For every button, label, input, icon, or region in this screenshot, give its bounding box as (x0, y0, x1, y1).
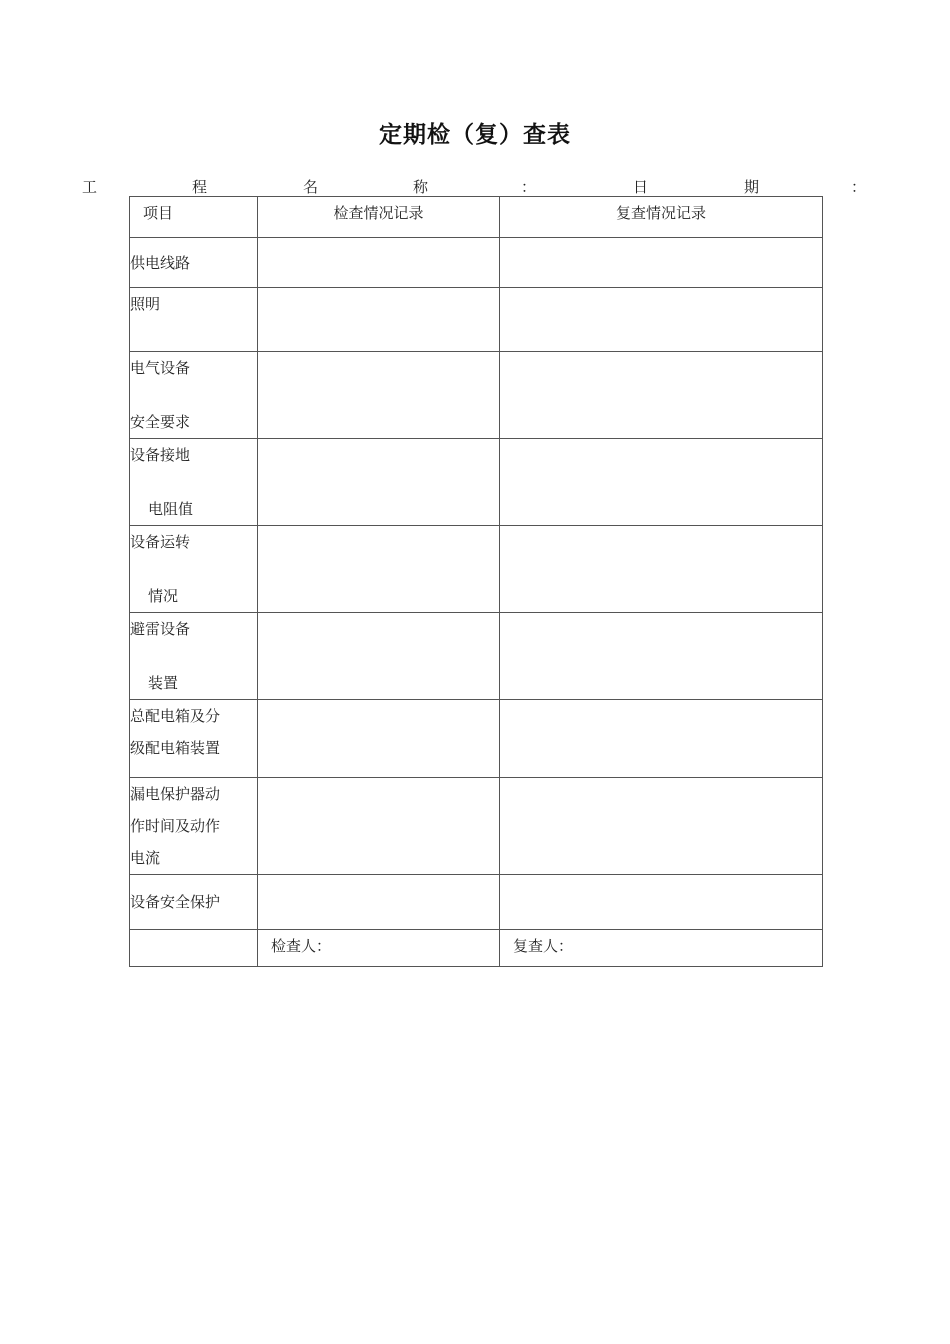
check-record-cell[interactable] (258, 352, 500, 439)
row-label (130, 778, 258, 875)
check-record-cell[interactable] (258, 778, 500, 875)
check-record-cell[interactable] (258, 439, 500, 526)
row-label-line-2: 电阻值 (148, 500, 194, 518)
page-title: 定期检（复）查表 (379, 122, 571, 148)
checker-signature[interactable]: 检查人： (258, 930, 500, 967)
project-info-line (0, 176, 950, 198)
row-label (130, 875, 258, 930)
row-label-line-2: 作时间及动作 (130, 817, 221, 835)
inspection-table (129, 196, 823, 967)
row-label (130, 288, 258, 352)
check-record-cell[interactable] (258, 526, 500, 613)
row-label-line: 避雷设备 (130, 620, 191, 638)
table-row (130, 526, 823, 613)
project-label-char-3: 名 (303, 178, 319, 196)
row-label (130, 352, 258, 439)
table-row (130, 238, 823, 288)
project-label-colon: ： (521, 178, 537, 196)
check-record-cell[interactable] (258, 613, 500, 700)
table-header-row (130, 197, 823, 238)
recheck-record-cell[interactable] (500, 238, 823, 288)
header-check-record: 检查情况记录 (258, 197, 500, 238)
project-label-char-4: 称 (413, 178, 429, 196)
row-label-line: 供电线路 (130, 253, 191, 272)
date-label-char-2: 期 (744, 178, 760, 196)
header-item: 项目 (130, 197, 258, 238)
table-row (130, 288, 823, 352)
recheck-record-cell[interactable] (500, 288, 823, 352)
table-row (130, 439, 823, 526)
row-label-line-2: 装置 (148, 674, 179, 692)
row-label-line-2: 安全要求 (130, 413, 191, 431)
row-label-line: 总配电箱及分 (130, 707, 221, 725)
signature-row (130, 930, 823, 967)
row-label-line: 照明 (130, 295, 161, 313)
row-label-line-2: 情况 (148, 587, 179, 605)
check-record-cell[interactable] (258, 875, 500, 930)
row-label-line: 设备接地 (130, 446, 191, 464)
recheck-record-cell[interactable] (500, 700, 823, 778)
row-label-line: 电气设备 (130, 359, 191, 377)
check-record-cell[interactable] (258, 288, 500, 352)
recheck-record-cell[interactable] (500, 875, 823, 930)
row-label-line-2: 级配电箱装置 (130, 739, 221, 757)
row-label-line: 设备运转 (130, 533, 191, 551)
date-label-colon: ： (851, 178, 867, 196)
signature-empty-cell (130, 930, 258, 967)
table-row (130, 700, 823, 778)
row-label-line-3: 电流 (130, 849, 161, 867)
recheck-record-cell[interactable] (500, 352, 823, 439)
project-label-char-2: 程 (192, 178, 208, 196)
row-label (130, 700, 258, 778)
row-label (130, 439, 258, 526)
date-label-char-1: 日 (633, 178, 649, 196)
table-row (130, 778, 823, 875)
row-label-line: 漏电保护器动 (130, 785, 221, 803)
header-recheck-record: 复查情况记录 (500, 197, 823, 238)
project-label-char-1: 工 (82, 178, 98, 196)
row-label (130, 238, 258, 288)
recheck-record-cell[interactable] (500, 526, 823, 613)
row-label (130, 526, 258, 613)
table-row (130, 875, 823, 930)
row-label-line: 设备安全保护 (130, 893, 221, 911)
check-record-cell[interactable] (258, 700, 500, 778)
recheck-record-cell[interactable] (500, 439, 823, 526)
check-record-cell[interactable] (258, 238, 500, 288)
table-row (130, 352, 823, 439)
rechecker-signature[interactable]: 复查人： (500, 930, 823, 967)
recheck-record-cell[interactable] (500, 778, 823, 875)
table-row (130, 613, 823, 700)
row-label (130, 613, 258, 700)
recheck-record-cell[interactable] (500, 613, 823, 700)
